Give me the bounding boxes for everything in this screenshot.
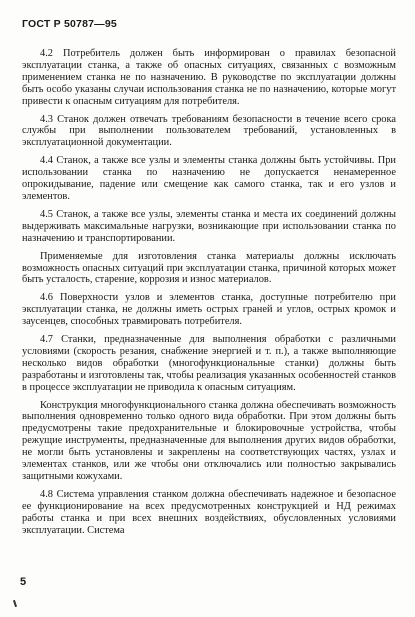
paragraph-multifunction: Конструкция многофункционального станка должна обеспечивать возможность выполнения одновременно только одного вида обработки. При этом должны быть предусмотрены такие предохранительные и блокировочные устройства, чтобы режущие инструменты, предназначенные для выполнения других видов обработки, не могли быть установлены и закреплены на соответствующих частях, узлах и элементах станков, или же чтобы они отключались или полностью закрывались защитными кожухами. — [22, 399, 396, 482]
page-number: 5 — [20, 576, 27, 588]
paragraph-4-6: 4.6 Поверхности узлов и элементов станка, доступные потребителю при эксплуатации станка, не должны иметь острых граней и углов, острых кромок и заусенцев, способных травмировать потребителя. — [22, 292, 396, 328]
document-body — [22, 48, 396, 537]
scan-artifact — [13, 600, 17, 607]
paragraph-4-4: 4.4 Станок, а также все узлы и элементы станка должны быть устойчивы. При использовании станка по назначению не допускается ненамеренное опрокидывание, падение или смещение как самого станка, так и его узлов и элементов. — [22, 155, 396, 202]
paragraph-4-2: 4.2 Потребитель должен быть информирован о правилах безопасной эксплуатации станка, а также об опасных ситуациях, связанных с возможным применением станка не по назначению. В руководстве по эксплуатации должны быть особо указаны случаи использования станка не по назначению, которые могут привести к опасным ситуациям для потребителя. — [22, 48, 396, 107]
paragraph-4-5: 4.5 Станок, а также все узлы, элементы станка и места их соединений должны выдерживать максимальные нагрузки, возникающие при использовании станка по назначению и транспортировании. — [22, 208, 396, 244]
paragraph-4-7: 4.7 Станки, предназначенные для выполнения обработки с различными условиями (скорость резания, снабжение энергией и т. п.), а также выполняющие несколько видов обработки (многофункциональные станки) должны быть разработаны и изготовлены так, чтобы реализация указанных особенностей станков в процессе эксплуатации не приводила к опасным ситуациям. — [22, 334, 396, 393]
document-header: ГОСТ Р 50787—95 — [22, 18, 117, 30]
paragraph-materials: Применяемые для изготовления станка материалы должны исключать возможность опасных ситуаций при эксплуатации станка, причиной которых может быть усталость, старение, коррозия и износ материалов. — [22, 250, 396, 286]
paragraph-4-8: 4.8 Система управления станком должна обеспечивать надежное и безопасное ее функционирование на всех предусмотренных конструкцией и НД режимах работы станка и при всех внешних воздействиях, обусловленных условиями эксплуатации. Система — [22, 488, 396, 536]
paragraph-4-3: 4.3 Станок должен отвечать требованиям безопасности в течение всего срока службы при выполнении пользователем требований, установленных в эксплуатационной документации. — [22, 113, 396, 149]
